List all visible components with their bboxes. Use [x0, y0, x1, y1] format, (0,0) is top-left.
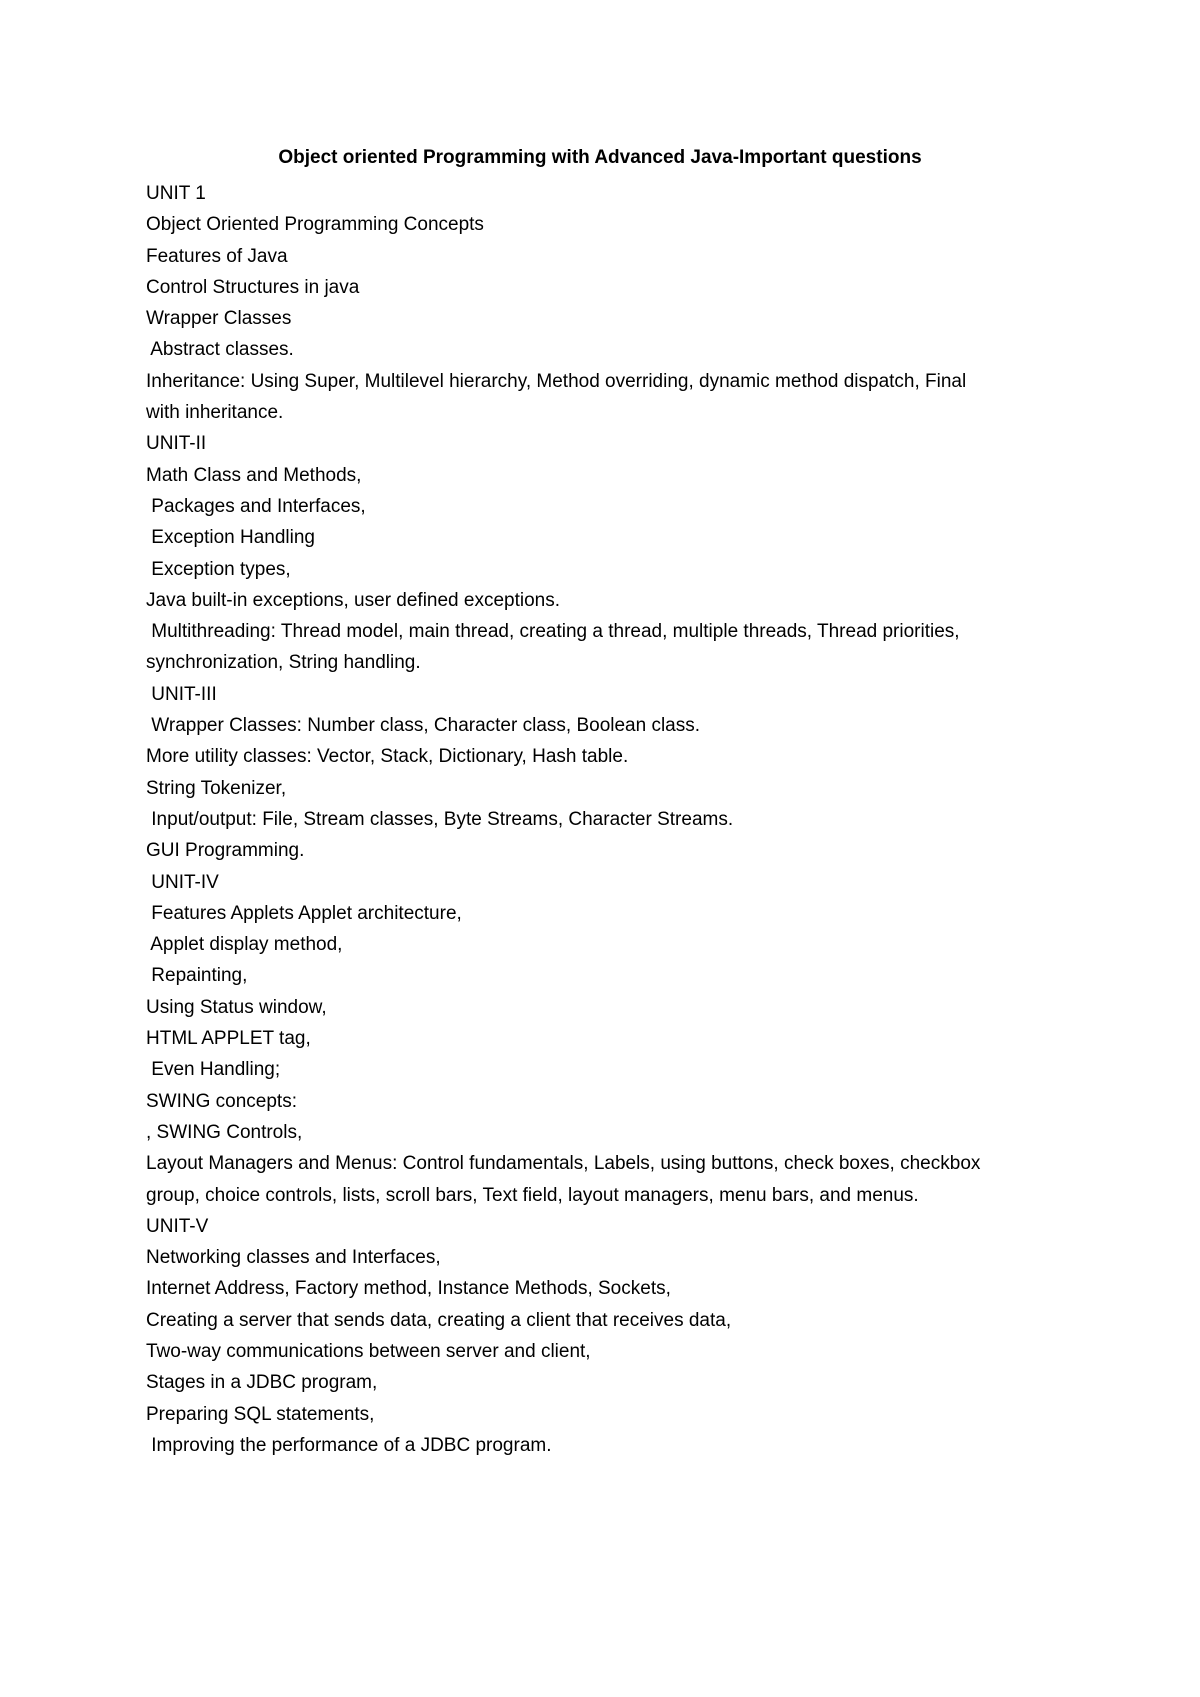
document-line: , SWING Controls,: [146, 1121, 303, 1143]
document-line: UNIT-V: [146, 1215, 209, 1237]
document-line: Inheritance: Using Super, Multilevel hierarchy, Method overriding, dynamic method dispatch, Final: [146, 370, 967, 392]
document-line: Stages in a JDBC program,: [146, 1372, 378, 1394]
document-line: with inheritance.: [146, 402, 284, 424]
document-line: Exception types,: [146, 558, 291, 580]
document-line: Even Handling;: [146, 1059, 281, 1081]
document-line: Creating a server that sends data, creating a client that receives data,: [146, 1309, 732, 1331]
document-line: Packages and Interfaces,: [146, 495, 366, 517]
document-line: Internet Address, Factory method, Instance Methods, Sockets,: [146, 1278, 671, 1300]
document-line: GUI Programming.: [146, 840, 305, 862]
document-line: More utility classes: Vector, Stack, Dictionary, Hash table.: [146, 746, 629, 768]
document-line: Repainting,: [146, 965, 248, 987]
document-line: SWING concepts:: [146, 1090, 297, 1112]
document-line: Object Oriented Programming Concepts: [146, 214, 484, 236]
document-line: Wrapper Classes: [146, 308, 292, 330]
document-line: HTML APPLET tag,: [146, 1028, 311, 1050]
document-line: Multithreading: Thread model, main thread, creating a thread, multiple threads, Thread priorities,: [146, 621, 960, 643]
document-line: UNIT 1: [146, 183, 206, 204]
document-line: Using Status window,: [146, 996, 327, 1018]
document-line: Input/output: File, Stream classes, Byte Streams, Character Streams.: [146, 808, 734, 830]
document-line: Layout Managers and Menus: Control fundamentals, Labels, using buttons, check boxes, checkbox: [146, 1153, 981, 1175]
document-line: Applet display method,: [146, 934, 343, 956]
document-line: Two-way communications between server and client,: [146, 1340, 591, 1362]
document-title: Object oriented Programming with Advanced Java-Important questions: [278, 147, 922, 168]
document-line: Preparing SQL statements,: [146, 1403, 375, 1425]
document-body: [146, 178, 1066, 1461]
document-line: UNIT-IV: [146, 871, 219, 893]
document-line: UNIT-II: [146, 433, 207, 455]
document-line: Control Structures in java: [146, 276, 360, 298]
document-line: Features of Java: [146, 245, 288, 267]
document-line: Improving the performance of a JDBC program.: [146, 1434, 552, 1456]
document-line: UNIT-III: [146, 683, 217, 705]
document-line: Features Applets Applet architecture,: [146, 902, 462, 924]
document-line: Math Class and Methods,: [146, 464, 362, 486]
document-line: Abstract classes.: [146, 339, 294, 361]
document-line: synchronization, String handling.: [146, 652, 421, 674]
document-line: Exception Handling: [146, 527, 315, 549]
document-line: Networking classes and Interfaces,: [146, 1247, 441, 1269]
document-line: Wrapper Classes: Number class, Character class, Boolean class.: [146, 715, 701, 737]
document-line: group, choice controls, lists, scroll bars, Text field, layout managers, menu bars, and menus.: [146, 1184, 919, 1206]
document-line: String Tokenizer,: [146, 777, 287, 799]
document-line: Java built-in exceptions, user defined exceptions.: [146, 589, 561, 611]
